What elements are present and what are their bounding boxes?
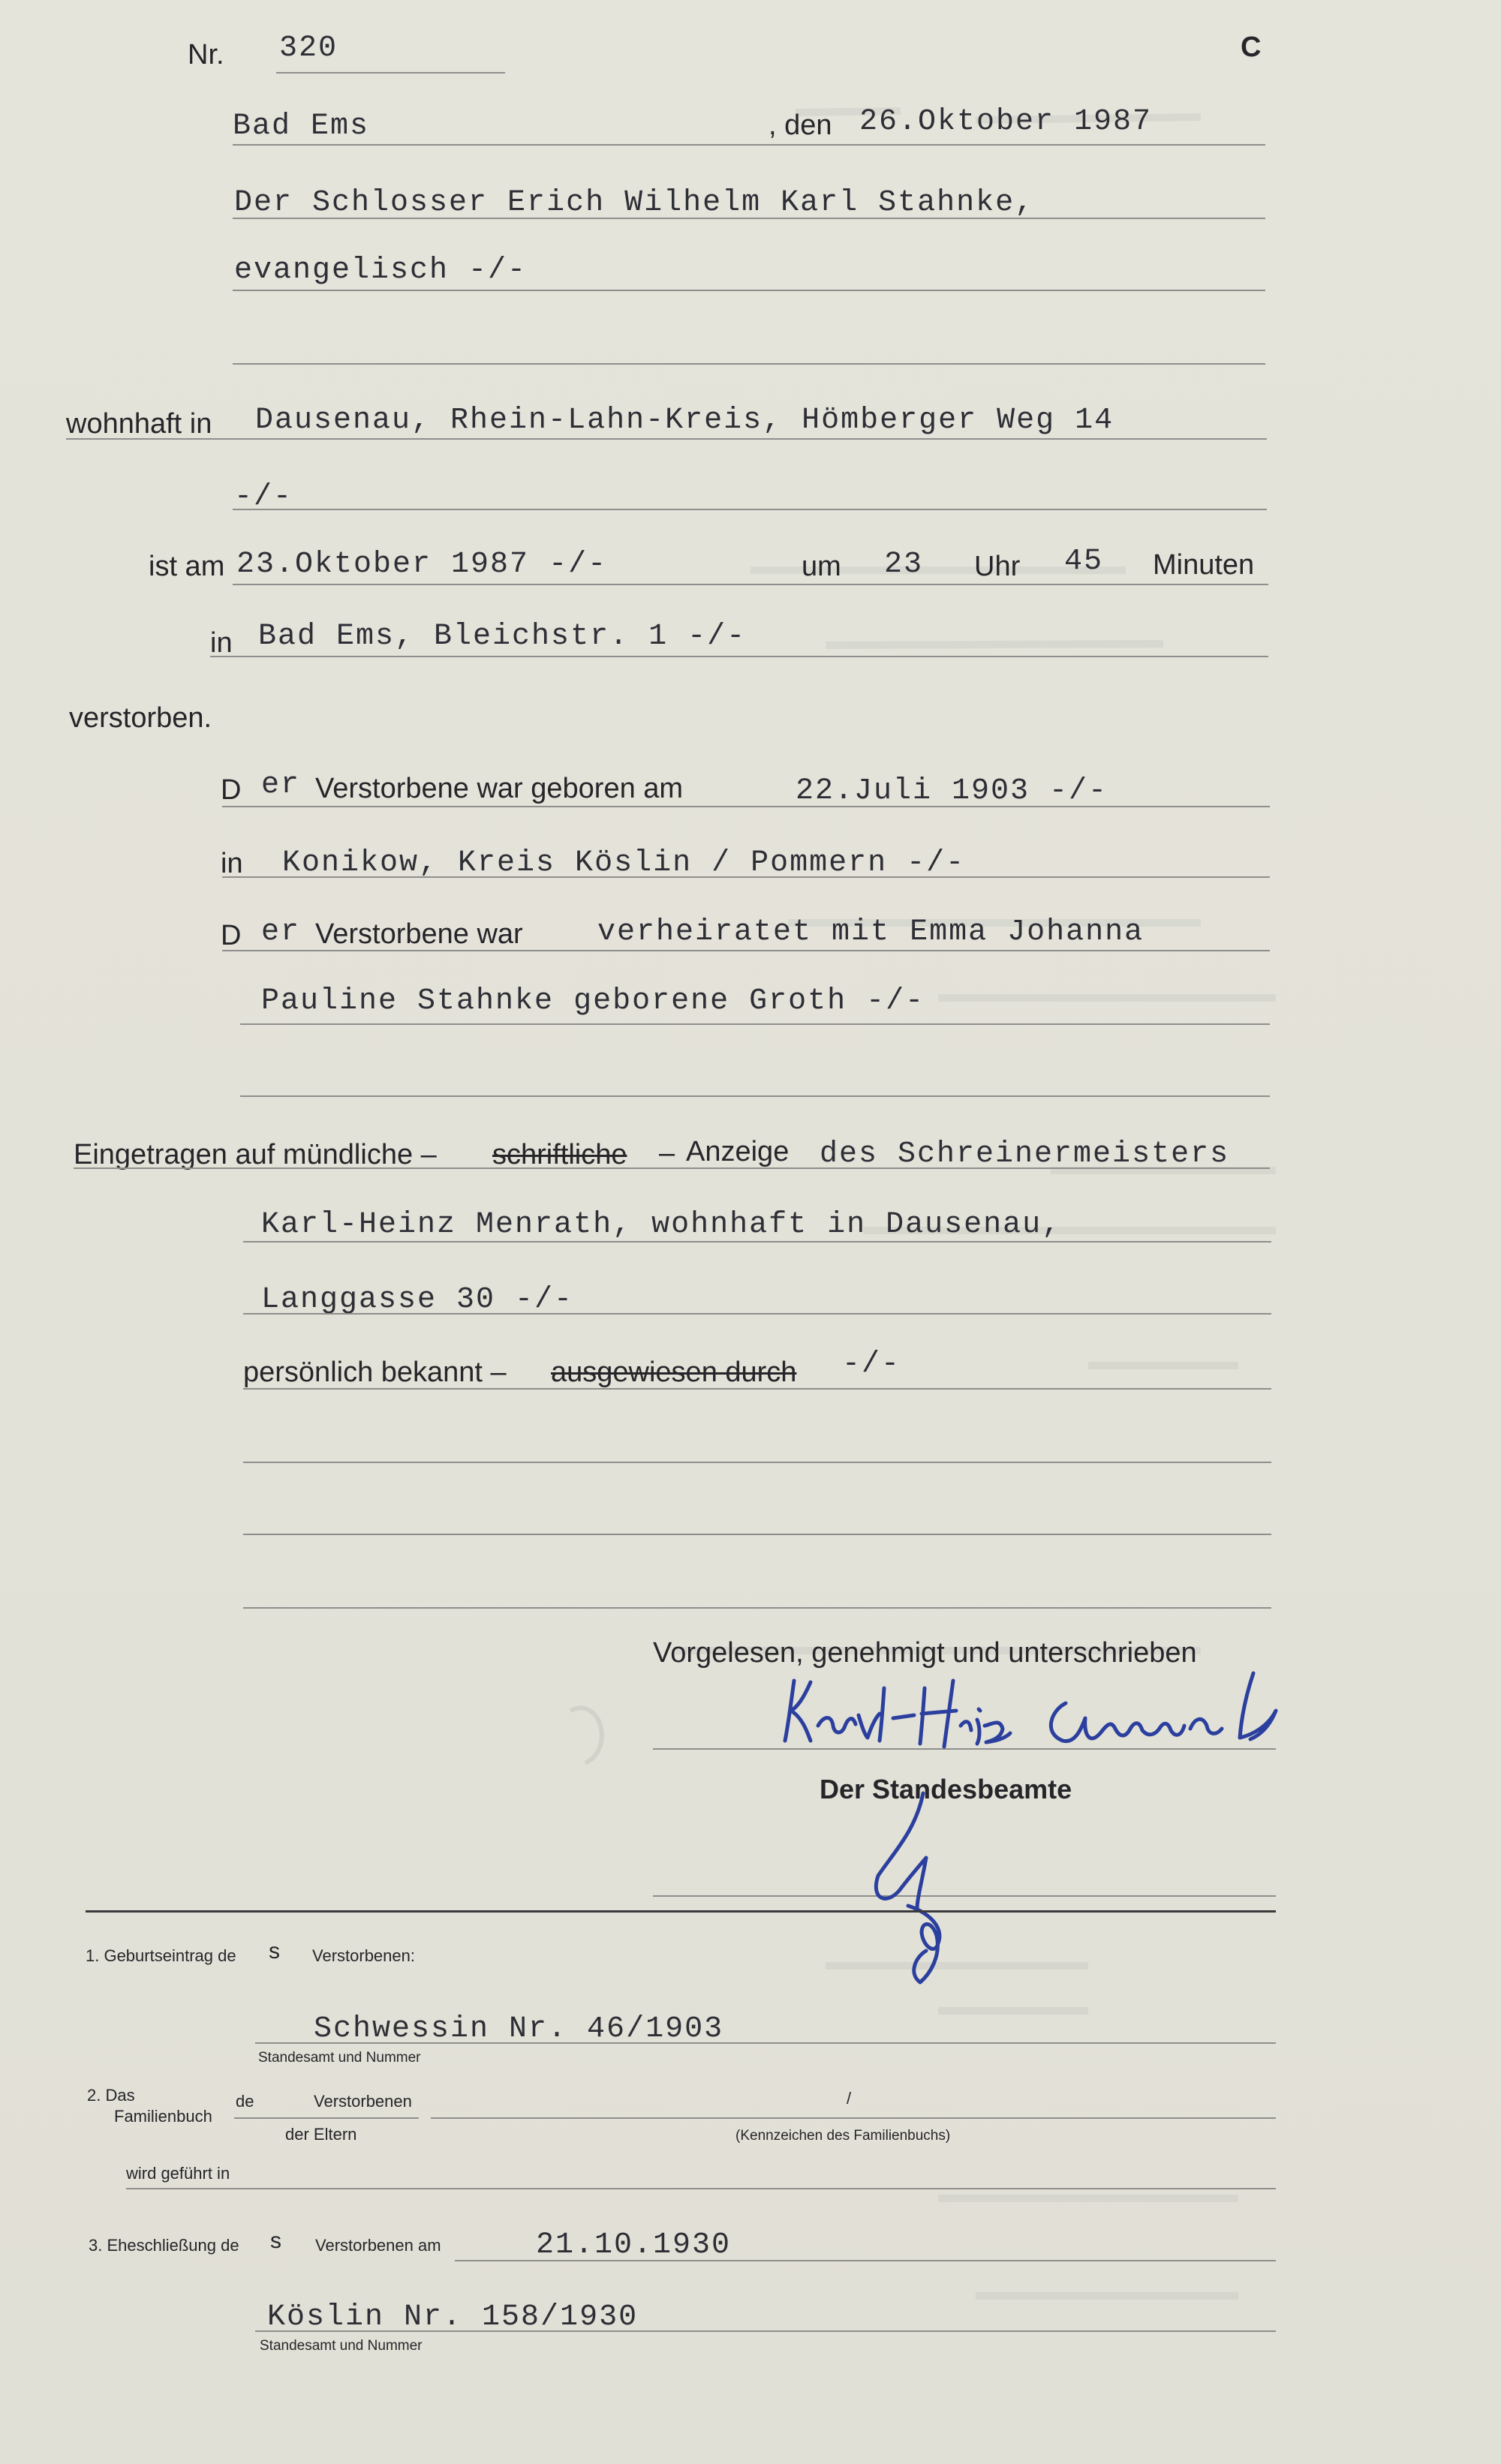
marital-underline-3 [240,1095,1270,1097]
document-date: 26.Oktober 1987 [859,105,1153,139]
item2-underline [431,2117,1276,2119]
death-hour: 23 [884,548,924,581]
birth-place: Konikow, Kreis Köslin / Pommern -/- [282,846,966,880]
death-place-underline [210,656,1268,657]
informant-signature [781,1666,1328,1763]
registrar-initials [863,1786,968,1988]
standesbeamte-label: Der Standesbeamte [820,1774,1072,1804]
report-line-1: des Schreinermeisters [820,1137,1230,1171]
death-date: 23.Oktober 1987 -/- [236,548,608,581]
birth-in-label: in [221,848,243,879]
residence-underline-2 [233,509,1267,510]
report-line-2: Karl-Heinz Menrath, wohnhaft in Dausenau, [261,1208,1062,1242]
birth-d-label: D [221,774,242,806]
struck-ausgewiesen: ausgewiesen durch [551,1357,797,1388]
death-in-label: in [210,627,233,659]
report-underline-3 [243,1313,1271,1315]
item1-underline [255,2042,1276,2044]
item3-date-underline [455,2260,1276,2261]
report-underline-5 [243,1462,1271,1463]
bekannt-value: -/- [842,1348,901,1381]
minuten-label: Minuten [1153,549,1255,581]
marital-line-2: Pauline Stahnke geborene Groth -/- [261,984,925,1018]
item1-standesamt-label: Standesamt und Nummer [258,2050,421,2066]
death-minutes: 45 [1064,545,1104,578]
birth-date: 22.Juli 1903 -/- [796,774,1108,808]
nr-value: 320 [279,32,338,65]
footer-separator [86,1910,1276,1913]
um-label: um [802,551,841,582]
marital-line-1: verheiratet mit Emma Johanna [597,915,1145,949]
item2-verstorbenen: Verstorbenen [314,2092,412,2111]
marital-er-typed: er [261,915,301,949]
item2-bracket-line [234,2117,419,2119]
den-label: , den [769,110,832,141]
report-anzeige-label: Anzeige [686,1136,790,1167]
item2-gefuehrt: wird geführt in [126,2164,230,2183]
nr-underline [276,72,505,74]
birth-geboren-label: Verstorbene war geboren am [315,773,684,804]
item2-label-b: Familienbuch [114,2107,212,2126]
form-letter: C [1241,32,1262,63]
item2-gefuehrt-underline [126,2188,1276,2189]
report-prefix-label: Eingetragen auf mündliche – [74,1139,437,1170]
deceased-underline-3 [233,363,1265,365]
residence-value: Dausenau, Rhein-Lahn-Kreis, Hömberger Weg 14 [255,404,1114,437]
residence-line-2: -/- [234,480,293,514]
birth-date-underline [222,806,1270,807]
report-struck-schriftliche: schriftliche [492,1139,627,1170]
death-place: Bad Ems, Bleichstr. 1 -/- [258,620,747,654]
birth-place-underline [222,876,1270,878]
report-line-3: Langgasse 30 -/- [261,1283,574,1317]
item3-value: Köslin Nr. 158/1930 [267,2300,639,2334]
report-dash-label: – [659,1137,675,1169]
item3-standesamt-label: Standesamt und Nummer [260,2338,423,2354]
item3-date: 21.10.1930 [536,2228,732,2262]
deceased-underline-2 [233,290,1265,291]
birth-er-typed: er [261,768,301,802]
report-underline-6 [243,1534,1271,1535]
deceased-underline-1 [233,218,1265,219]
item1-s: s [269,1939,280,1964]
residence-underline [66,438,1267,440]
marital-war-label: Verstorbene war [315,918,523,950]
item2-kennzeichen: (Kennzeichen des Familienbuchs) [735,2128,951,2144]
ist-am-label: ist am [149,551,225,582]
report-underline-2 [243,1241,1271,1243]
report-underline-4 [243,1388,1271,1390]
bekannt-label: persönlich bekannt – [243,1357,507,1388]
deceased-line-1: Der Schlosser Erich Wilhelm Karl Stahnke, [234,186,1035,220]
item3-label: 3. Eheschließung de [89,2236,239,2255]
place-value: Bad Ems [233,110,370,143]
report-underline-7 [243,1607,1271,1609]
item2-de: de [236,2092,254,2111]
item3-s: s [270,2228,281,2253]
uhr-label: Uhr [974,551,1021,582]
nr-label: Nr. [188,39,224,71]
deceased-line-2: evangelisch -/- [234,254,528,287]
marital-underline-2 [240,1023,1270,1025]
marital-d-label: D [221,920,242,951]
report-underline-1 [74,1167,1270,1169]
residence-label: wohnhaft in [66,408,212,440]
place-date-underline [233,144,1265,146]
item2-label-a: 2. Das [87,2086,135,2105]
item2-slash: / [847,2089,852,2108]
item1-suffix: Verstorbenen: [312,1946,415,1965]
item3-suffix: Verstorbenen am [315,2236,441,2255]
death-date-underline [233,584,1268,585]
item3-underline [255,2330,1276,2332]
item1-label: 1. Geburtseintrag de [86,1946,236,1965]
verstorben-label: verstorben. [69,702,212,734]
vorgelesen-label: Vorgelesen, genehmigt und unterschrieben [653,1637,1197,1669]
item2-eltern: der Eltern [285,2125,357,2144]
item1-value: Schwessin Nr. 46/1903 [314,2012,724,2046]
marital-underline-1 [222,950,1270,951]
